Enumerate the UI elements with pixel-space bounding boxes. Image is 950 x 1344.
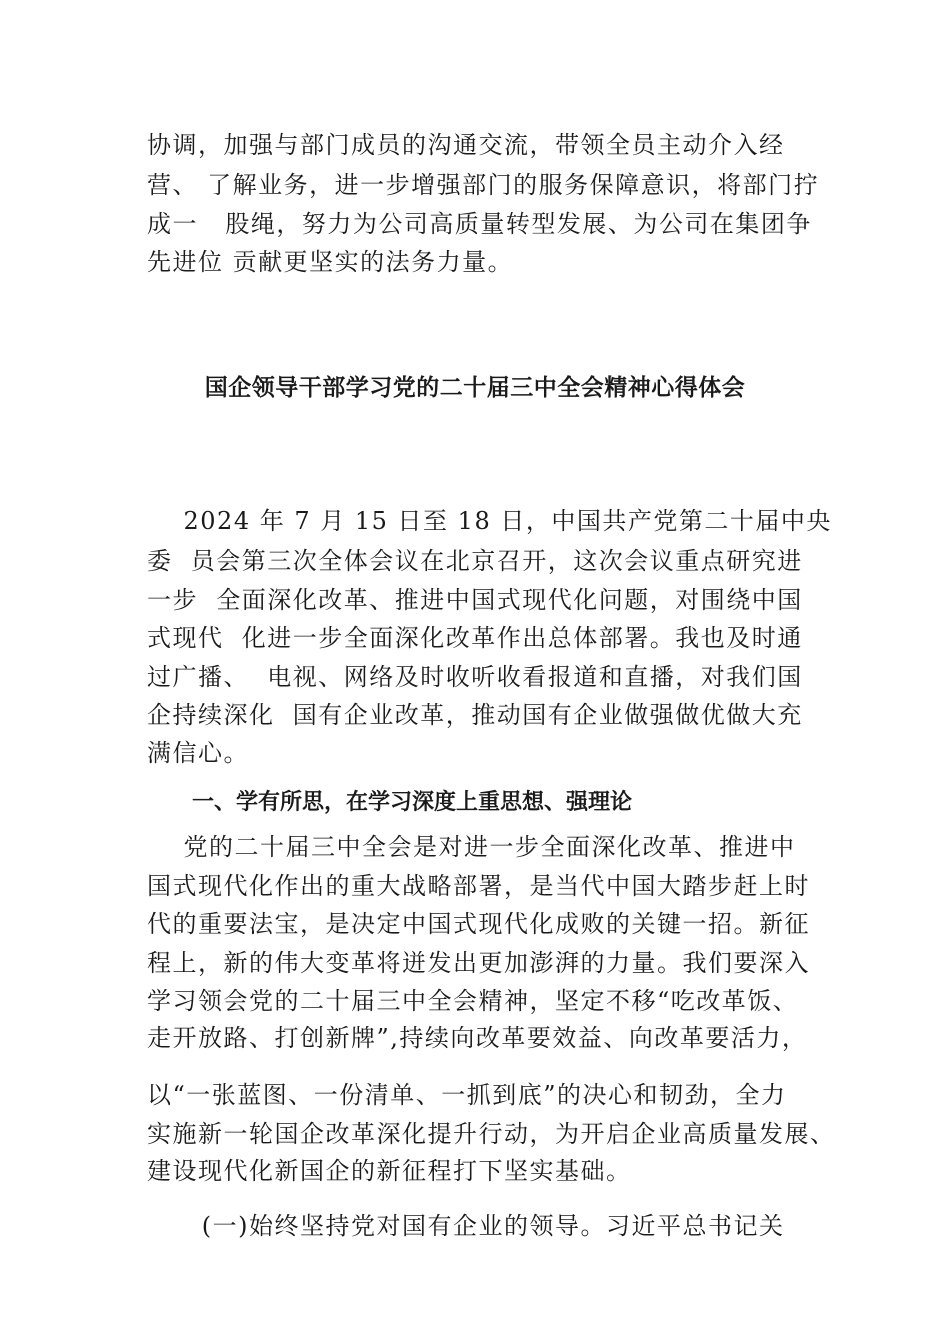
- intro-line-6: 企持续深化 国有企业改革，推动国有企业做强做优做大充: [147, 701, 803, 729]
- top-paragraph-line-1: 协调，加强与部门成员的沟通交流，带领全员主动介入经: [147, 131, 785, 159]
- article-title: 国企领导干部学习党的二十届三中全会精神心得体会: [204, 375, 746, 401]
- section-heading: 一、学有所思，在学习深度上重思想、强理论: [192, 790, 633, 815]
- section-a-line-5: 学习领会党的二十届三中全会精神，坚定不移“吃改革饭、: [147, 987, 799, 1015]
- intro-line-1: 2024 年 7 月 15 日至 18 日，中国共产党第二十届中央: [147, 507, 832, 535]
- intro-line-4: 式现代 化进一步全面深化改革作出总体部署。我也及时通: [147, 624, 803, 652]
- top-paragraph-line-3: 成一 股绳，努力为公司高质量转型发展、为公司在集团争: [147, 210, 812, 238]
- section-a-line-3: 代的重要法宝，是决定中国式现代化成败的关键一招。新征: [147, 910, 810, 938]
- section-b-line-2: 实施新一轮国企改革深化提升行动，为开启企业高质量发展、: [147, 1120, 836, 1148]
- intro-line-5: 过广播、 电视、网络及时收听收看报道和直播，对我们国: [147, 663, 803, 691]
- section-a-line-6: 走开放路、打创新牌”,持续向改革要效益、向改革要活力，: [147, 1024, 808, 1052]
- top-paragraph-line-2: 营、 了解业务，进一步增强部门的服务保障意识，将部门拧: [147, 171, 820, 199]
- subsection-line: (一)始终坚持党对国有企业的领导。习近平总书记关: [147, 1212, 785, 1240]
- intro-line-3: 一步 全面深化改革、推进中国式现代化问题，对围绕中国: [147, 586, 803, 614]
- intro-line-2: 委 员会第三次全体会议在北京召开，这次会议重点研究进: [147, 547, 803, 575]
- section-a-line-1: 党的二十届三中全会是对进一步全面深化改革、推进中: [147, 833, 796, 861]
- section-b-line-1: 以“一张蓝图、一份清单、一抓到底”的决心和韧劲，全力: [147, 1081, 787, 1109]
- section-b-line-3: 建设现代化新国企的新征程打下坚实基础。: [147, 1157, 632, 1185]
- section-a-line-4: 程上，新的伟大变革将迸发出更加澎湃的力量。我们要深入: [147, 949, 810, 977]
- section-a-line-2: 国式现代化作出的重大战略部署，是当代中国大踏步赶上时: [147, 872, 810, 900]
- top-paragraph-line-4: 先进位 贡献更坚实的法务力量。: [147, 248, 514, 276]
- intro-line-7: 满信心。: [147, 739, 249, 767]
